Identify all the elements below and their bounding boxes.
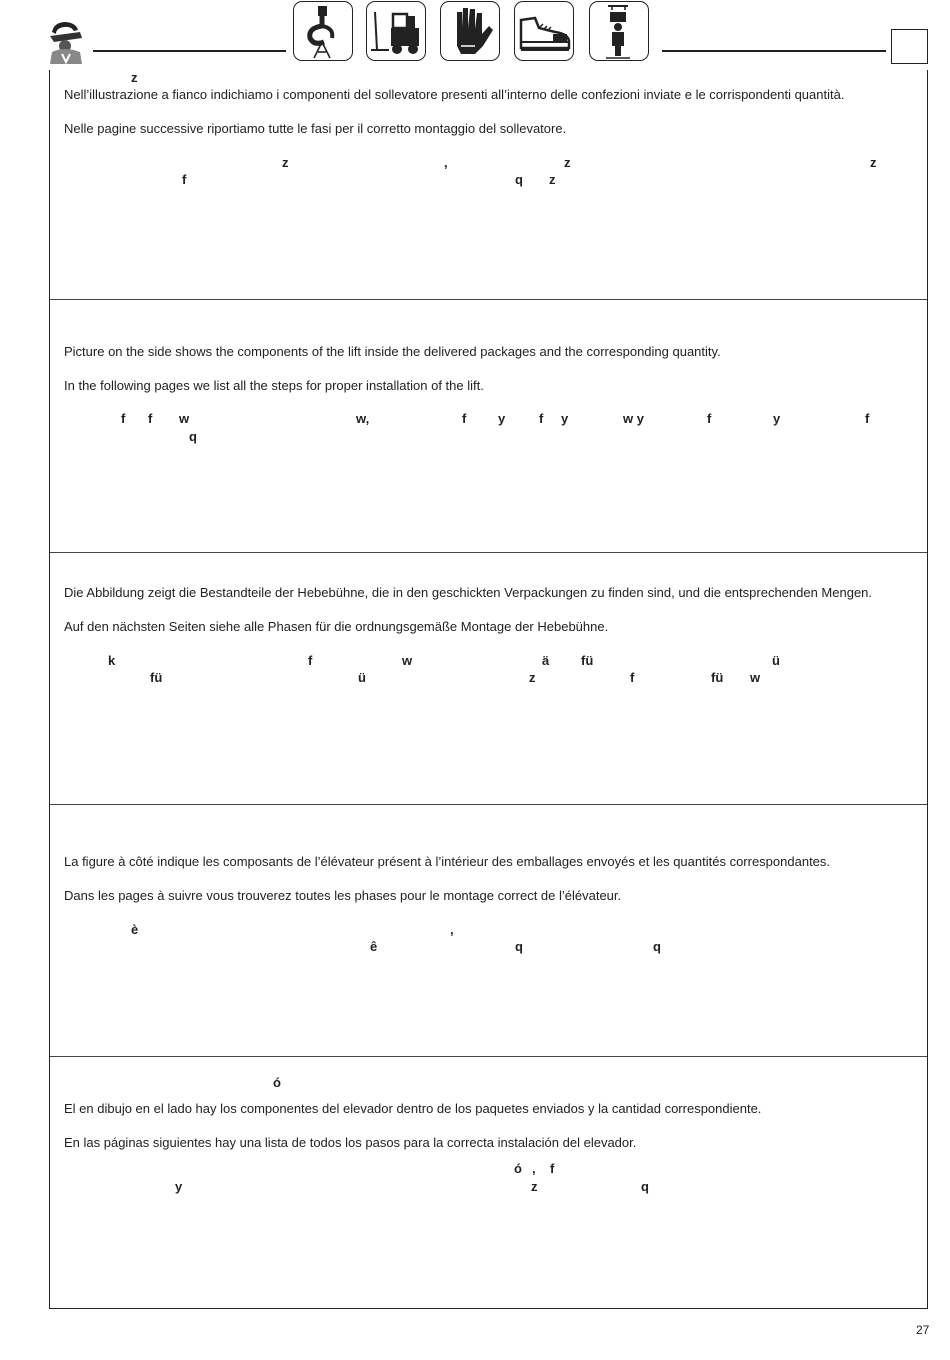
text-fragment: , (450, 922, 454, 937)
page-marker-box (891, 29, 928, 64)
text-fragment: ü (358, 670, 366, 685)
section-italian (50, 70, 927, 300)
paragraph-components: Die Abbildung zeigt die Bestandteile der Hebebühne, die in den geschickten Verpackungen zu finden sind, und die entsprechenden Mengen. (64, 585, 873, 600)
text-fragment: z (282, 155, 289, 170)
text-fragment: z (529, 670, 536, 685)
safety-glove-icon (440, 1, 500, 61)
text-fragment: fü (150, 670, 163, 685)
text-fragment: f (121, 411, 126, 426)
text-fragment: ê (370, 939, 378, 954)
section-spanish (50, 1057, 927, 1307)
text-fragment: z (564, 155, 571, 170)
text-fragment: f (462, 411, 467, 426)
text-fragment: y (175, 1179, 183, 1194)
text-fragment: f (707, 411, 712, 426)
text-fragment: ü (772, 653, 780, 668)
paragraph-steps: Dans les pages à suivre vous trouverez toutes les phases pour le montage correct de l’élévateur. (64, 888, 622, 903)
paragraph-components: La figure à côté indique les composants de l’élévateur présent à l’intérieur des emballages envoyés et les quantités correspondantes. (64, 854, 831, 869)
page-header (0, 0, 950, 70)
text-fragment: ó (514, 1161, 522, 1176)
text-fragment: q (515, 172, 523, 187)
section-english (50, 300, 927, 553)
text-fragment: , (532, 1161, 536, 1176)
safety-shoe-icon (514, 1, 574, 61)
section-french (50, 805, 927, 1057)
content-frame (49, 70, 928, 1309)
paragraph-steps: In the following pages we list all the steps for proper installation of the lift. (64, 378, 484, 393)
section-heading: ó (273, 1075, 281, 1090)
text-fragment: y (773, 411, 781, 426)
paragraph-steps: En las páginas siguientes hay una lista de todos los pasos para la correcta instalación del elevador. (64, 1135, 637, 1150)
section-heading: z (131, 70, 138, 85)
text-fragment: f (630, 670, 635, 685)
header-rule-left (93, 50, 286, 52)
section-german (50, 553, 927, 805)
text-fragment: è (131, 922, 139, 937)
text-fragment: , (444, 155, 448, 170)
paragraph-steps: Auf den nächsten Seiten siehe alle Phasen für die ordnungsgemäße Montage der Hebebühne. (64, 619, 609, 634)
text-fragment: ä (542, 653, 550, 668)
text-fragment: fü (581, 653, 594, 668)
text-fragment: w (402, 653, 413, 668)
text-fragment: f (148, 411, 153, 426)
page-number: 27 (916, 1323, 930, 1337)
text-fragment: y (561, 411, 569, 426)
text-fragment: w, (356, 411, 370, 426)
text-fragment: f (550, 1161, 555, 1176)
text-fragment: fü (711, 670, 724, 685)
text-fragment: w (750, 670, 761, 685)
text-fragment: z (870, 155, 877, 170)
worker-helmet-icon (589, 1, 649, 61)
crane-hook-icon (293, 1, 353, 61)
paragraph-components: El en dibujo en el lado hay los componentes del elevador dentro de los paquetes enviados y la cantidad correspondiente. (64, 1101, 762, 1116)
text-fragment: q (653, 939, 661, 954)
paragraph-components: Picture on the side shows the components of the lift inside the delivered packages and the corresponding quantity. (64, 344, 721, 359)
paragraph-components: Nell’illustrazione a fianco indichiamo i componenti del sollevatore presenti all’interno delle confezioni inviate e le corrispondenti quantità. (64, 87, 845, 102)
text-fragment: k (108, 653, 116, 668)
mechanic-logo-icon (44, 18, 88, 66)
text-fragment: w y (623, 411, 644, 426)
text-fragment: q (189, 429, 197, 444)
text-fragment: f (865, 411, 870, 426)
forklift-icon (366, 1, 426, 61)
header-rule-right (662, 50, 886, 52)
paragraph-steps: Nelle pagine successive riportiamo tutte le fasi per il corretto montaggio del sollevatore. (64, 121, 567, 136)
text-fragment: q (515, 939, 523, 954)
text-fragment: y (498, 411, 506, 426)
text-fragment: f (308, 653, 313, 668)
text-fragment: z (531, 1179, 538, 1194)
text-fragment: f (182, 172, 187, 187)
text-fragment: z (549, 172, 556, 187)
text-fragment: w (179, 411, 190, 426)
text-fragment: f (539, 411, 544, 426)
text-fragment: q (641, 1179, 649, 1194)
